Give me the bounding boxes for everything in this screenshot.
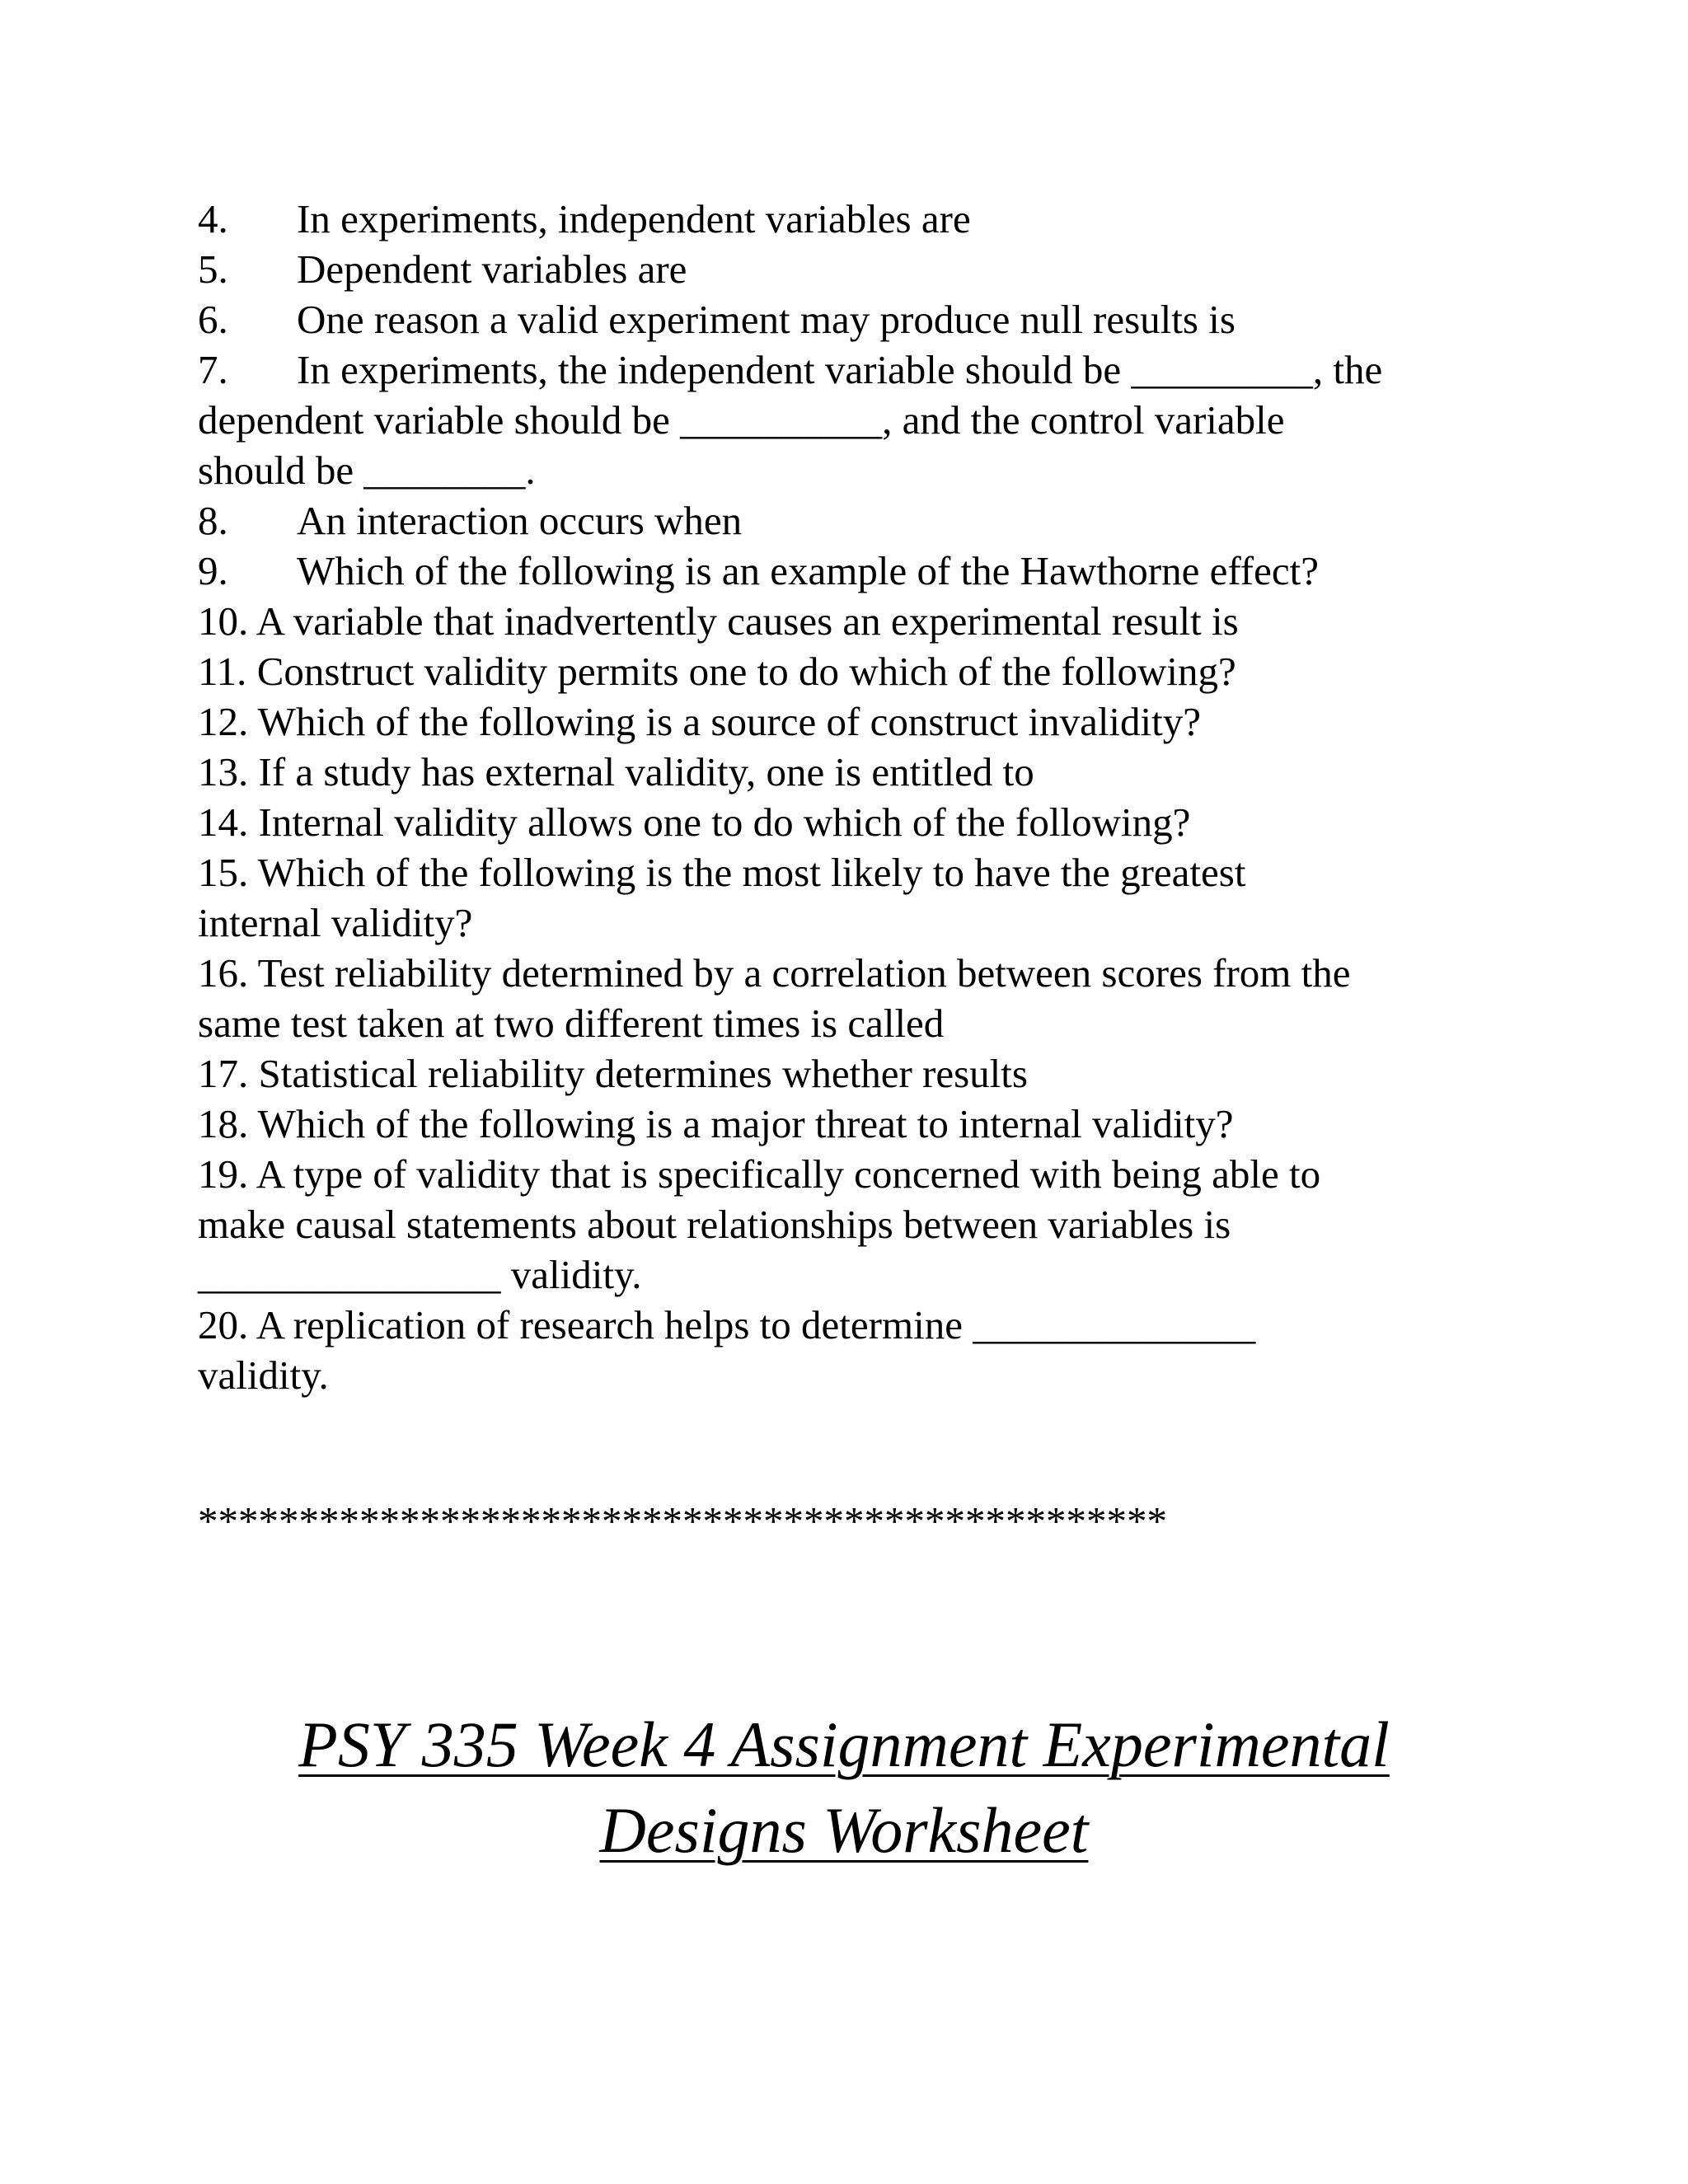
question-text: Construct validity permits one to do which of the following? xyxy=(256,649,1236,694)
question-10 xyxy=(198,596,1484,646)
question-4 xyxy=(198,194,1484,244)
question-7-line-3: should be ________. xyxy=(198,448,536,493)
question-number: 12. xyxy=(198,699,249,744)
question-number: 11. xyxy=(198,649,247,694)
question-17 xyxy=(198,1048,1484,1099)
question-text: A replication of research helps to determine ______________ xyxy=(256,1302,1256,1347)
question-number: 4. xyxy=(198,196,228,241)
question-number: 6. xyxy=(198,297,228,342)
question-text: In experiments, the independent variable should be _________, the xyxy=(297,347,1383,392)
question-20-line-1 xyxy=(198,1300,1484,1350)
question-number: 14. xyxy=(198,799,249,845)
question-15 xyxy=(198,847,1484,948)
question-18 xyxy=(198,1099,1484,1149)
question-text: Which of the following is a major threat to internal validity? xyxy=(257,1101,1234,1146)
document-title xyxy=(0,1702,1688,1873)
question-text: Statistical reliability determines whether results xyxy=(258,1051,1028,1096)
question-number: 20. xyxy=(198,1302,249,1347)
question-16 xyxy=(198,948,1484,1048)
question-19 xyxy=(198,1149,1484,1300)
question-5 xyxy=(198,244,1484,294)
question-14 xyxy=(198,797,1484,847)
question-text: Which of the following is an example of the Hawthorne effect? xyxy=(297,548,1319,593)
question-20 xyxy=(198,1300,1484,1400)
document-title-line-1: PSY 335 Week 4 Assignment Experimental xyxy=(298,1708,1390,1780)
question-number: 16. xyxy=(198,950,249,996)
question-text: One reason a valid experiment may produce null results is xyxy=(297,297,1236,342)
question-number: 10. xyxy=(198,598,249,644)
question-20-line-2: validity. xyxy=(198,1352,329,1398)
question-16-line-2: same test taken at two different times is called xyxy=(198,1001,945,1046)
question-text: Dependent variables are xyxy=(297,246,687,292)
question-7 xyxy=(198,344,1484,495)
question-number: 13. xyxy=(198,749,249,794)
question-19-line-3: _______________ validity. xyxy=(198,1252,642,1297)
question-13 xyxy=(198,747,1484,797)
question-8 xyxy=(198,495,1484,546)
question-number: 9. xyxy=(198,548,228,593)
question-number: 8. xyxy=(198,498,228,543)
question-19-line-2: make causal statements about relationships between variables is xyxy=(198,1202,1231,1247)
question-7-line-2: dependent variable should be __________, and the control variable xyxy=(198,397,1285,443)
question-text: Internal validity allows one to do which of the following? xyxy=(258,799,1191,845)
question-number: 7. xyxy=(198,347,228,392)
question-text: If a study has external validity, one is entitled to xyxy=(258,749,1034,794)
question-11 xyxy=(198,646,1484,696)
question-text: Which of the following is the most likely to have the greatest xyxy=(257,850,1246,895)
question-12 xyxy=(198,696,1484,747)
document-title-line-2: Designs Worksheet xyxy=(599,1794,1089,1866)
question-text: In experiments, independent variables are xyxy=(297,196,971,241)
question-6 xyxy=(198,294,1484,344)
question-number: 15. xyxy=(198,850,249,895)
question-16-line-1 xyxy=(198,948,1484,998)
question-number: 5. xyxy=(198,246,228,292)
question-text: Which of the following is a source of construct invalidity? xyxy=(257,699,1202,744)
question-9 xyxy=(198,546,1484,596)
question-number: 18. xyxy=(198,1101,249,1146)
question-7-line-1 xyxy=(198,344,1484,395)
question-number: 17. xyxy=(198,1051,249,1096)
question-15-line-2: internal validity? xyxy=(198,900,473,945)
question-list xyxy=(198,194,1484,1400)
question-text: Test reliability determined by a correlation between scores from the xyxy=(257,950,1351,996)
question-number: 19. xyxy=(198,1151,249,1197)
question-15-line-1 xyxy=(198,847,1484,898)
question-text: A variable that inadvertently causes an experimental result is xyxy=(256,598,1239,644)
question-text: A type of validity that is specifically concerned with being able to xyxy=(256,1151,1321,1197)
asterisk-separator: ************************************************ xyxy=(198,1498,1167,1544)
question-text: An interaction occurs when xyxy=(297,498,743,543)
question-19-line-1 xyxy=(198,1149,1484,1199)
